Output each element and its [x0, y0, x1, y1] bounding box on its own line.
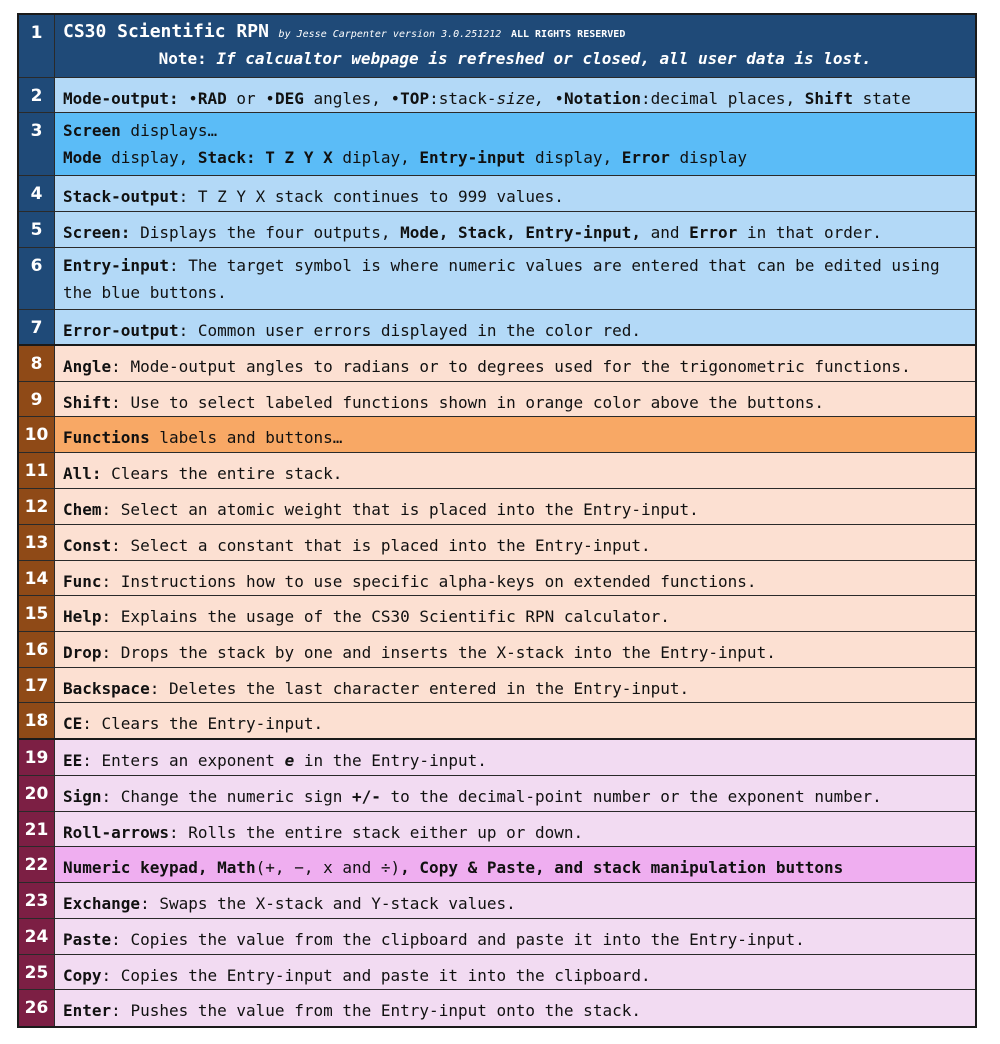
text: : Use to select labeled functions shown in orange color above the buttons.: [111, 393, 824, 412]
table-row: [19, 453, 975, 489]
row-number: 8: [19, 346, 55, 381]
text: display,: [525, 148, 622, 167]
text: in that order.: [737, 223, 882, 242]
table-row: [19, 310, 975, 346]
row-number: 26: [19, 990, 55, 1026]
term: RAD: [197, 89, 227, 108]
row-text: [55, 417, 975, 452]
row-number: 13: [19, 525, 55, 560]
term: EE: [63, 751, 83, 770]
term: Entry-input: [63, 256, 169, 275]
text: : The target symbol is where numeric values are entered that can be edited using: [168, 256, 940, 275]
row-number: 17: [19, 668, 55, 702]
row-number: 11: [19, 453, 55, 488]
table-row: [19, 812, 975, 847]
row-text: [55, 703, 975, 738]
text: : Instructions how to use specific alpha-keys on extended functions.: [101, 572, 757, 591]
text: : T Z Y X stack continues to 999 values.: [178, 187, 564, 206]
table-row: [19, 561, 975, 596]
term: TOP: [400, 89, 430, 108]
row-text: [55, 453, 975, 488]
row-number: 18: [19, 703, 55, 738]
term: Stack: T Z Y X: [197, 148, 333, 167]
row-number: 22: [19, 847, 55, 882]
row-number: 15: [19, 596, 55, 631]
term: Chem: [63, 500, 102, 519]
term: Sign: [63, 787, 102, 806]
row-text: [55, 740, 975, 775]
app-title: CS30 Scientific RPN: [63, 21, 269, 42]
table-row: [19, 776, 975, 812]
row-number: 6: [19, 248, 55, 309]
text: labels and buttons…: [149, 428, 343, 447]
table-row: [19, 919, 975, 955]
row-number: 1: [19, 15, 55, 77]
row-number: 25: [19, 955, 55, 989]
term: Enter: [63, 1001, 112, 1020]
text: : Copies the value from the clipboard and paste it into the Entry-input.: [111, 930, 805, 949]
row-text: [55, 248, 975, 309]
table-row: [19, 596, 975, 632]
term: DEG: [274, 89, 304, 108]
row-number: 3: [19, 113, 55, 175]
text: Displays the four outputs,: [130, 223, 401, 242]
text: the blue buttons.: [63, 283, 227, 302]
term: Screen: [63, 121, 121, 140]
row-number: 10: [19, 417, 55, 452]
text: display,: [101, 148, 198, 167]
text: : Pushes the value from the Entry-input onto the stack.: [111, 1001, 641, 1020]
text: : Common user errors displayed in the color red.: [178, 321, 641, 340]
term: Roll-arrows: [63, 823, 169, 842]
table-row: [19, 703, 975, 740]
term: Shift: [63, 393, 112, 412]
table-row: [19, 740, 975, 776]
row-text: [55, 919, 975, 954]
row-text: [55, 955, 975, 989]
row-text: [55, 847, 975, 882]
text: : Mode-output angles to radians or to degrees used for the trigonometric functions.: [111, 357, 911, 376]
term: Angle: [63, 357, 112, 376]
row-text: [55, 632, 975, 667]
text: size,: [496, 89, 545, 108]
row-text: [55, 176, 975, 211]
row-number: 16: [19, 632, 55, 667]
row-number: 2: [19, 78, 55, 112]
text: or •: [226, 89, 275, 108]
text: to the decimal-point number or the exponent number.: [380, 787, 882, 806]
text: :decimal places,: [641, 89, 805, 108]
text: angles, •: [303, 89, 401, 108]
text: : Copies the Entry-input and paste it into the clipboard.: [101, 966, 651, 985]
text: :stack-: [429, 89, 497, 108]
row-text: [55, 310, 975, 344]
text: •: [178, 89, 198, 108]
table-row: [19, 847, 975, 883]
table-row: [19, 955, 975, 990]
term: Exchange: [63, 894, 141, 913]
term: Copy: [63, 966, 102, 985]
text: : Enters an exponent: [82, 751, 285, 770]
row-text: [55, 776, 975, 811]
legend-table: [17, 13, 977, 1028]
row-number: 20: [19, 776, 55, 811]
text: Clears the entire stack.: [101, 464, 343, 483]
text: state: [852, 89, 911, 108]
table-row: [19, 990, 975, 1026]
table-row: [19, 417, 975, 453]
table-row: [19, 525, 975, 561]
term: CE: [63, 714, 83, 733]
term: , Copy & Paste, and stack manipulation buttons: [400, 858, 844, 877]
text: : Deletes the last character entered in the Entry-input.: [149, 679, 690, 698]
text: : Change the numeric sign: [101, 787, 352, 806]
text: : Swaps the X-stack and Y-stack values.: [140, 894, 516, 913]
text: : Rolls the entire stack either up or down.: [168, 823, 584, 842]
term: Shift: [804, 89, 853, 108]
note-label: Note:: [158, 49, 207, 68]
row-text: [55, 561, 975, 595]
table-row: [19, 668, 975, 703]
table-row-header: [19, 15, 975, 78]
row-number: 12: [19, 489, 55, 524]
table-row: [19, 883, 975, 919]
row-text: [55, 113, 975, 175]
term: Drop: [63, 643, 102, 662]
text: (+, −, x and ÷): [255, 858, 401, 877]
table-row: [19, 632, 975, 668]
text: : Select a constant that is placed into the Entry-input.: [111, 536, 651, 555]
text: in the Entry-input.: [294, 751, 487, 770]
term: e: [284, 751, 295, 770]
table-row: [19, 176, 975, 212]
table-row: [19, 248, 975, 310]
term: Const: [63, 536, 112, 555]
term: All:: [63, 464, 102, 483]
term: Functions: [63, 428, 150, 447]
row-text: [55, 212, 975, 247]
row-text: [55, 525, 975, 560]
term: Error: [689, 223, 738, 242]
term: Mode, Stack, Entry-input,: [400, 223, 641, 242]
term: Mode-output:: [63, 89, 179, 108]
row-text: [55, 596, 975, 631]
text: : Select an atomic weight that is placed into the Entry-input.: [101, 500, 699, 519]
table-row: [19, 489, 975, 525]
row-number: 5: [19, 212, 55, 247]
row-number: 23: [19, 883, 55, 918]
row-number: 9: [19, 382, 55, 416]
term: Paste: [63, 930, 112, 949]
rights-text: ALL RIGHTS RESERVED: [510, 29, 626, 40]
table-row: [19, 78, 975, 113]
row-number: 4: [19, 176, 55, 211]
text: •: [544, 89, 564, 108]
row-text: [55, 489, 975, 524]
header-note: [63, 47, 967, 71]
row-text: [55, 990, 975, 1026]
row-text: [55, 812, 975, 846]
term: Error: [621, 148, 670, 167]
table-row: [19, 346, 975, 382]
row-number: 14: [19, 561, 55, 595]
row-number: 24: [19, 919, 55, 954]
text: display: [669, 148, 747, 167]
table-row: [19, 382, 975, 417]
row-number: 19: [19, 740, 55, 775]
term: Backspace: [63, 679, 150, 698]
term: Notation: [563, 89, 642, 108]
term: Screen:: [63, 223, 131, 242]
row-text: [55, 883, 975, 918]
term: Mode: [63, 148, 102, 167]
term: Numeric keypad, Math: [63, 858, 256, 877]
term: +/-: [351, 787, 381, 806]
row-text: [55, 346, 975, 381]
term: Stack-output: [63, 187, 179, 206]
text: displays…: [120, 121, 218, 140]
text: : Clears the Entry-input.: [82, 714, 324, 733]
row-number: 7: [19, 310, 55, 344]
table-row: [19, 113, 975, 176]
header-cell: [55, 15, 975, 77]
row-text: [55, 382, 975, 416]
text: and: [640, 223, 690, 242]
term: Error-output: [63, 321, 179, 340]
term: Help: [63, 607, 102, 626]
row-text: [55, 78, 975, 112]
header-title-line: [63, 20, 967, 47]
note-text: If calcualtor webpage is refreshed or closed, all user data is lost.: [216, 49, 872, 68]
text: : Explains the usage of the CS30 Scientific RPN calculator.: [101, 607, 670, 626]
row-number: 21: [19, 812, 55, 846]
term: Func: [63, 572, 102, 591]
byline: by Jesse Carpenter version 3.0.251212: [278, 29, 502, 40]
term: Entry-input: [419, 148, 526, 167]
text: : Drops the stack by one and inserts the X-stack into the Entry-input.: [101, 643, 776, 662]
text: diplay,: [332, 148, 420, 167]
row-text: [55, 668, 975, 702]
table-row: [19, 212, 975, 248]
